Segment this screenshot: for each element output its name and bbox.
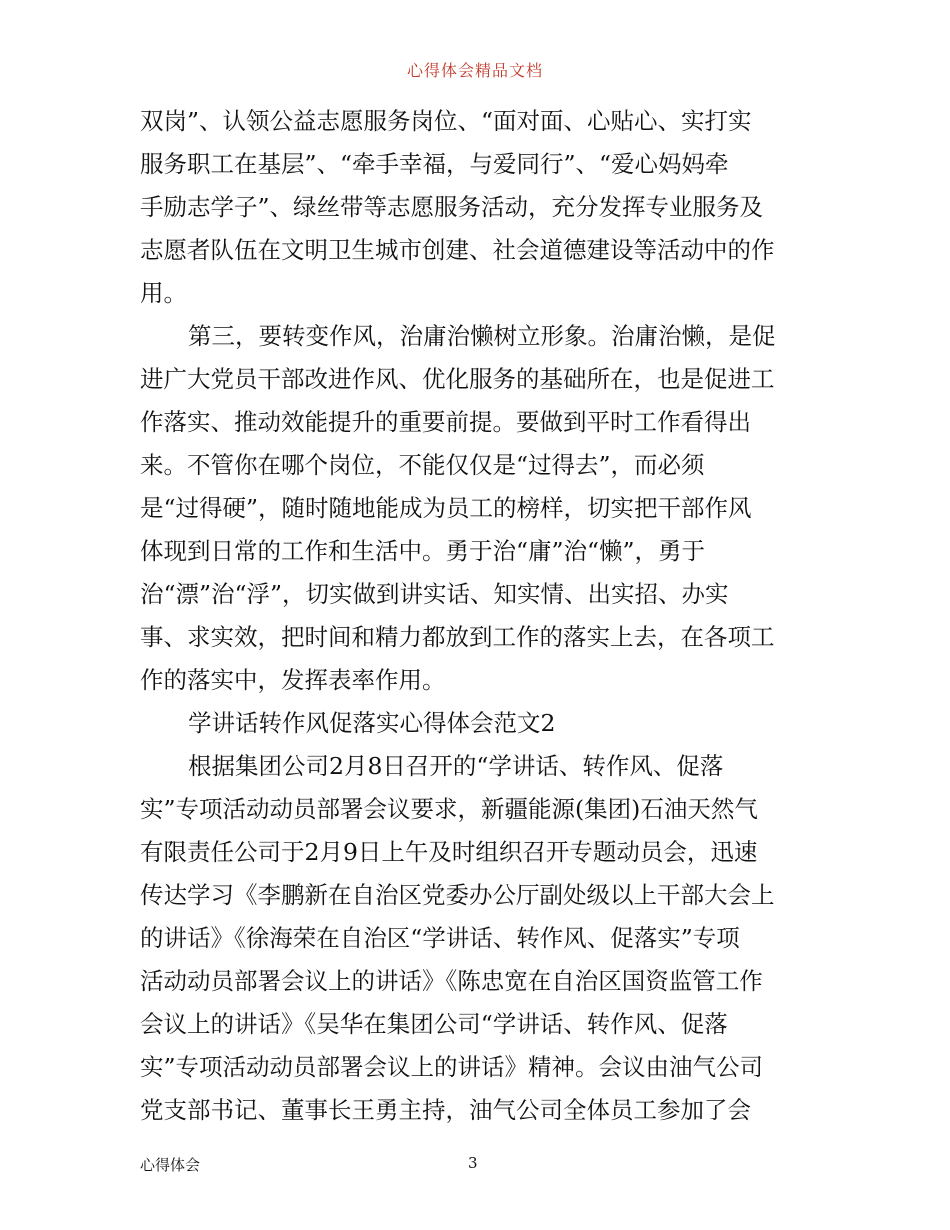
text-line: 的讲话》《徐海荣在自治区“学讲话、转作风、促落实”专项 xyxy=(140,924,740,952)
text-line: 双岗”、认领公益志愿服务岗位、“面对面、心贴心、实打实 xyxy=(140,107,752,135)
page-number: 3 xyxy=(468,1154,478,1172)
text-line: 手励志学子”、绿丝带等志愿服务活动，充分发挥专业服务及 xyxy=(140,193,764,221)
text-line: 党支部书记、董事长王勇主持，油气公司全体员工参加了会 xyxy=(140,1096,751,1124)
text-line: 用。 xyxy=(140,279,187,307)
text-line: 体现到日常的工作和生活中。勇于治“庸”治“懒”，勇于 xyxy=(140,537,706,565)
text-line: 会议上的讲话》《吴华在集团公司“学讲话、转作风、促落 xyxy=(140,1010,728,1038)
text-line: 治“漂”治“浮”，切实做到讲实话、知实情、出实招、办实 xyxy=(140,580,729,608)
text-line: 有限责任公司于2月9日上午及时组织召开专题动员会，迅速 xyxy=(140,838,758,866)
text-line: 根据集团公司2月8日召开的“学讲话、转作风、促落 xyxy=(188,752,724,780)
text-line: 服务职工在基层”、“牵手幸福，与爱同行”、“爱心妈妈牵 xyxy=(140,150,729,178)
text-line: 实”专项活动动员部署会议要求，新疆能源(集团)石油天然气 xyxy=(140,795,758,823)
text-line: 传达学习《李鹏新在自治区党委办公厅副处级以上干部大会上 xyxy=(140,881,775,909)
text-line: 进广大党员干部改进作风、优化服务的基础所在，也是促进工 xyxy=(140,365,775,393)
text-line: 是“过得硬”，随时随地能成为员工的榜样，切实把干部作风 xyxy=(140,494,752,522)
text-line: 作落实、推动效能提升的重要前提。要做到平时工作看得出 xyxy=(140,408,751,436)
footer-label: 心得体会 xyxy=(140,1156,201,1174)
text-line: 第三，要转变作风，治庸治懒树立形象。治庸治懒，是促 xyxy=(188,322,776,350)
document-header-title: 心得体会精品文档 xyxy=(406,61,543,80)
document-body xyxy=(140,100,812,1132)
text-line: 活动动员部署会议上的讲话》《陈忠宽在自治区国资监管工作 xyxy=(140,967,763,995)
text-line: 学讲话转作风促落实心得体会范文2 xyxy=(188,709,556,737)
text-line: 志愿者队伍在文明卫生城市创建、社会道德建设等活动中的作 xyxy=(140,236,775,264)
text-line: 事、求实效，把时间和精力都放到工作的落实上去，在各项工 xyxy=(140,623,775,651)
text-line: 来。不管你在哪个岗位，不能仅仅是“过得去”，而必须 xyxy=(140,451,705,479)
text-line: 作的落实中，发挥表率作用。 xyxy=(140,666,446,694)
text-line: 实”专项活动动员部署会议上的讲话》精神。会议由油气公司 xyxy=(140,1053,764,1081)
